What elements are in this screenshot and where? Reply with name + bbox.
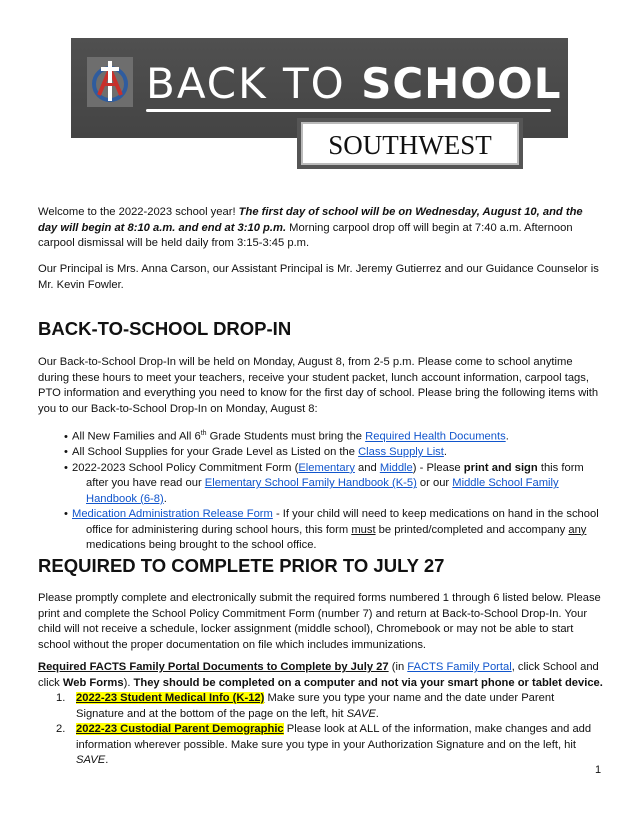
list-item: • All New Families and All 6th Grade Students must bring the Required Health Documents. <box>64 430 509 443</box>
list-item: • All School Supplies for your Grade Level as Listed on the Class Supply List. <box>64 446 447 459</box>
staff-paragraph: Our Principal is Mrs. Anna Carson, our Assistant Principal is Mr. Jeremy Gutierrez and our Guidance Counselor is Mr. Kevin Fowler. <box>38 263 599 291</box>
class-supply-list-link[interactable]: Class Supply List <box>358 446 444 459</box>
required-paragraph: Please promptly complete and electronically submit the required forms numbered 1 through 6 listed below. Please print and complete the School Policy Commitment Form (number 7) and return at Back-to-School Drop-In. Your child will not receive a schedule, locker assignment (middle school), Chromebook or may not be able to start school without the proper documentation on file which includes immunizations. <box>38 592 601 651</box>
elementary-policy-link[interactable]: Elementary <box>298 461 355 474</box>
school-crest-logo <box>87 57 133 107</box>
form-title: 2022-23 Student Medical Info (K-12) <box>76 692 265 704</box>
dropin-paragraph: Our Back-to-School Drop-In will be held on Monday, August 8, from 2-5 p.m. Please come to school anytime during these hours to meet your teachers, receive your student packet, lunch account information, carpool tags, PTO information and everything you need to know for the first day of school. Please bring the following items with you to our Back-to-School Drop-In on Monday, August 8: <box>38 356 599 415</box>
required-health-documents-link[interactable]: Required Health Documents <box>365 430 506 443</box>
medication-release-form-link[interactable]: Medication Administration Release Form <box>72 508 273 521</box>
middle-handbook-link[interactable]: Middle School Family Handbook (6-8) <box>86 477 559 505</box>
list-item: • Medication Administration Release Form - If your child will need to keep medications on hand in the school office for administering during school hours, this form must be printed/completed and accompany any medications being brought to the school office. <box>64 508 599 552</box>
banner-underline <box>146 109 551 112</box>
list-item: 1. 2022-23 Student Medical Info (K-12) Make sure you type your name and the date under Parent Signature and at the bottom of the page on the left, hit SAVE. <box>56 692 555 720</box>
banner-subtitle: SOUTHWEST <box>328 130 492 160</box>
elementary-handbook-link[interactable]: Elementary School Family Handbook (K-5) <box>204 477 417 490</box>
middle-policy-link[interactable]: Middle <box>379 461 413 474</box>
form-title: 2022-23 Custodial Parent Demographic <box>76 723 284 735</box>
list-item: 2. 2022-23 Custodial Parent Demographic Please look at ALL of the information, make changes and add information wherever possible. Make sure you type in your Authorization Signature and on the left, hit SAVE. <box>56 723 592 766</box>
dropin-items-list <box>64 426 604 554</box>
required-heading: REQUIRED TO COMPLETE PRIOR TO JULY 27 <box>38 555 445 576</box>
list-item: • 2022-2023 School Policy Commitment Form (Elementary and Middle) - Please print and sign this form after you have read our Elementary School Family Handbook (K-5) or our Middle School Family Handbook (6-8). <box>64 461 584 505</box>
banner-title: BACK TO SCHOOL <box>146 59 562 108</box>
southwest-label-box <box>297 118 523 169</box>
page-number: 1 <box>595 764 602 776</box>
dropin-heading: BACK-TO-SCHOOL DROP-IN <box>38 318 292 339</box>
facts-family-portal-link[interactable]: FACTS Family Portal <box>407 661 512 673</box>
facts-paragraph: Required FACTS Family Portal Documents to Complete by July 27 (in FACTS Family Portal, click School and click Web Forms). They should be completed on a computer and not via your smart phone or tablet device. <box>38 661 603 689</box>
required-forms-list <box>56 691 604 769</box>
intro-paragraph: Welcome to the 2022-2023 school year! The first day of school will be on Wednesday, August 10, and the day will begin at 8:10 a.m. and end at 3:10 p.m. Morning carpool drop off will begin at 7:40 a.m. Afternoon carpool dismissal will be held daily from 3:15-3:45 p.m. <box>38 206 583 249</box>
